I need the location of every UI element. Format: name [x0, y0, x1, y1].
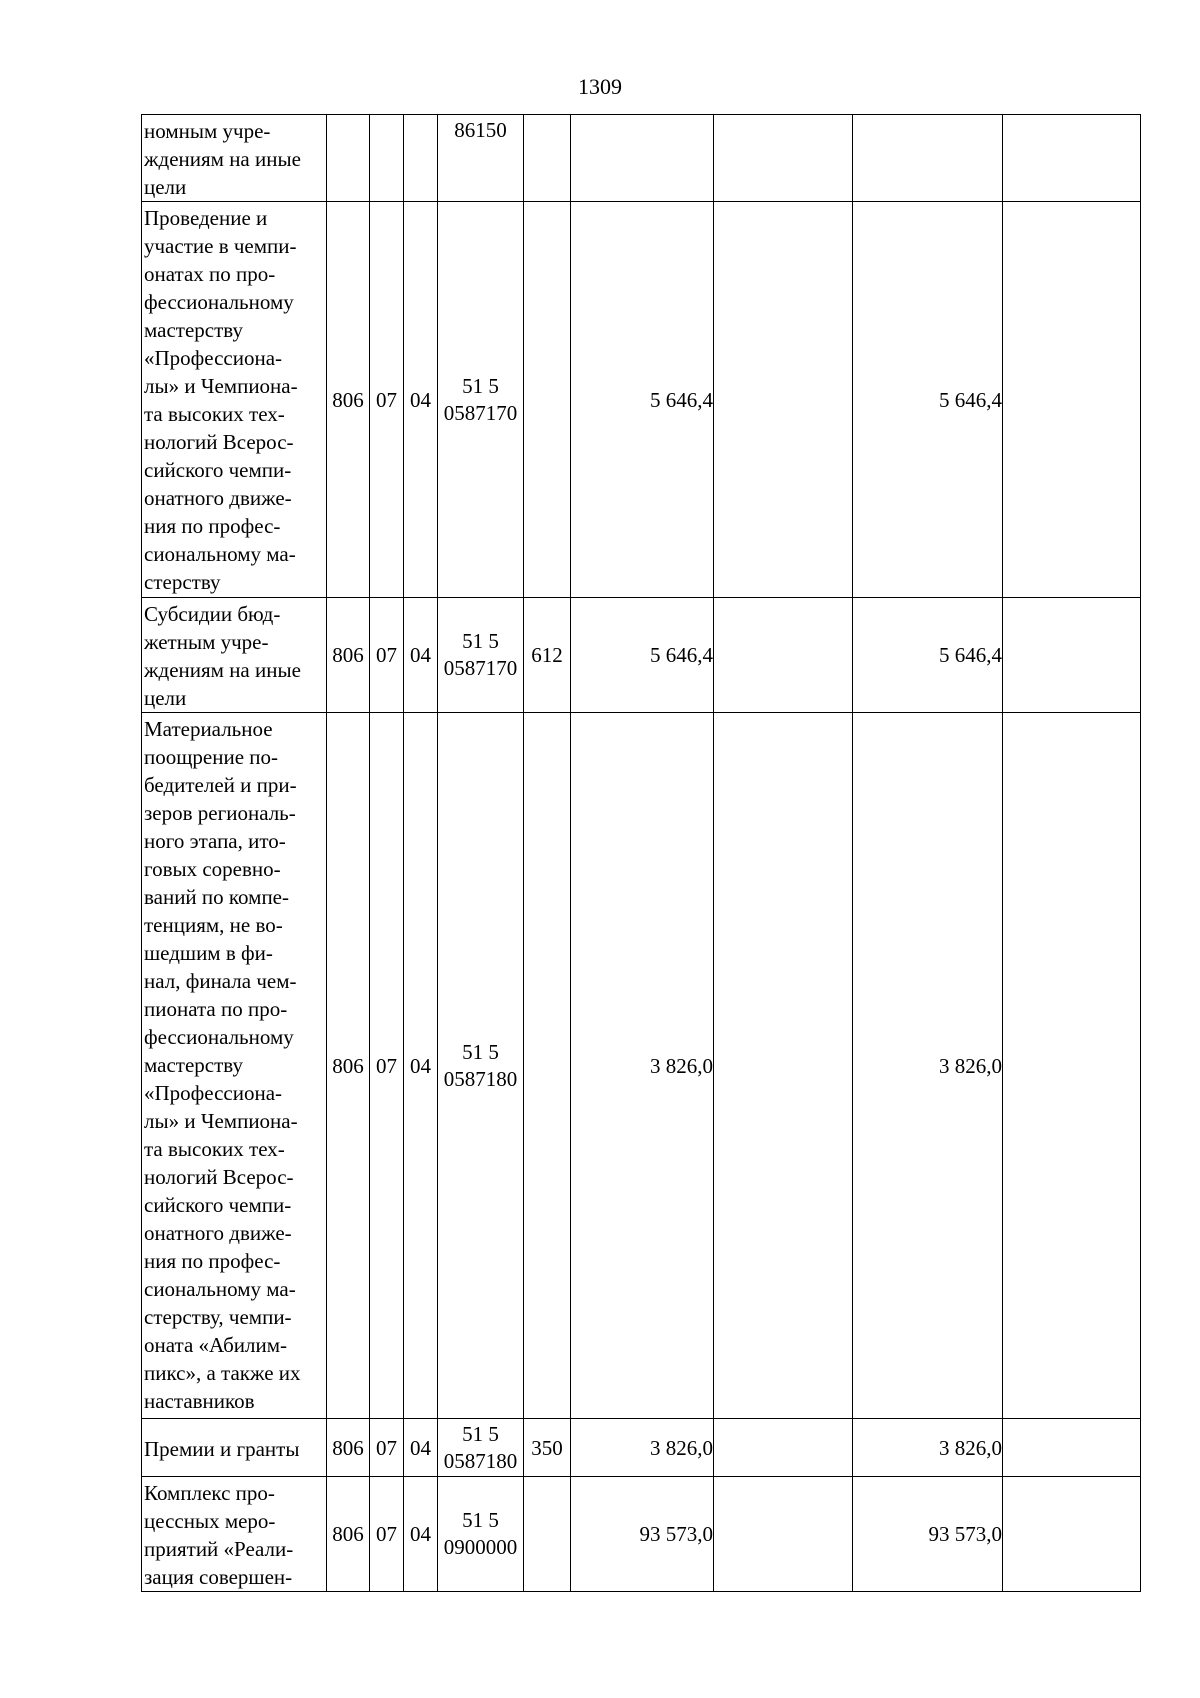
table-row [142, 1477, 1141, 1592]
vr-cell [524, 115, 571, 202]
cell-line: пионата по про- [144, 997, 288, 1021]
sum-cell-1: 5 646,4 [571, 202, 714, 598]
cell-line: тенциям, не во- [144, 913, 283, 937]
sum-cell-1 [571, 115, 714, 202]
cell-line: «Профессиона- [144, 346, 283, 370]
ved-cell: 806 [327, 202, 370, 598]
table-row [142, 202, 1141, 598]
cell-line: онатах по про- [144, 262, 276, 286]
cell-line: сиональному ма- [144, 542, 296, 566]
pr-cell: 04 [404, 1477, 438, 1592]
cell-line: оната «Абилим- [144, 1333, 288, 1357]
cell-line: сийского чемпи- [144, 458, 292, 482]
cell-line: зеров региональ- [144, 801, 296, 825]
sum-cell-2 [714, 713, 853, 1419]
cell-line: Премии и гранты [144, 1436, 300, 1461]
cell-line: приятий «Реали- [144, 1537, 294, 1561]
sum-cell-4 [1003, 598, 1141, 713]
sum-cell-2 [714, 202, 853, 598]
rz-cell: 07 [370, 1477, 404, 1592]
cell-line: цели [144, 686, 187, 710]
sum-cell-4 [1003, 713, 1141, 1419]
rz-cell: 07 [370, 713, 404, 1419]
cell-line: Проведение и [144, 206, 268, 230]
cell-line: 51 5 05 [443, 629, 499, 680]
sum-cell-3: 5 646,4 [853, 202, 1003, 598]
pr-cell: 04 [404, 202, 438, 598]
page-number: 1309 [578, 74, 622, 99]
cs-cell [438, 598, 524, 713]
cs-cell [438, 1419, 524, 1477]
pr-cell [404, 115, 438, 202]
cell-line: фессиональному [144, 1025, 294, 1049]
cs-cell [438, 1477, 524, 1592]
sum-cell-2 [714, 598, 853, 713]
cell-line: лы» и Чемпиона- [144, 1109, 298, 1133]
pr-cell: 04 [404, 1419, 438, 1477]
cell-line: участие в чемпи- [144, 234, 297, 258]
sum-cell-1: 3 826,0 [571, 1419, 714, 1477]
cell-line: ного этапа, ито- [144, 829, 286, 853]
table-row [142, 1419, 1141, 1477]
cell-line: Комплекс про- [144, 1481, 275, 1505]
sum-cell-4 [1003, 1477, 1141, 1592]
cell-line: ваний по компе- [144, 885, 289, 909]
sum-cell-3 [853, 115, 1003, 202]
vr-cell: 350 [524, 1419, 571, 1477]
cell-line: онатного движе- [144, 486, 292, 510]
sum-cell-3: 5 646,4 [853, 598, 1003, 713]
sum-cell-1: 5 646,4 [571, 598, 714, 713]
cell-line: стерству, чемпи- [144, 1305, 292, 1329]
cell-line: говых соревно- [144, 857, 281, 881]
cs-cell [438, 115, 524, 202]
ved-cell: 806 [327, 598, 370, 713]
cell-line: ждениям на иные [144, 147, 301, 171]
rz-cell: 07 [370, 1419, 404, 1477]
ved-cell [327, 115, 370, 202]
cell-line: Субсидии бюд- [144, 602, 281, 626]
sum-cell-3: 3 826,0 [853, 713, 1003, 1419]
cell-line: пикс», а также их [144, 1361, 301, 1385]
cell-line: ния по профес- [144, 514, 281, 538]
cell-line: зация совершен- [144, 1565, 293, 1589]
cell-line: сийского чемпи- [144, 1193, 292, 1217]
pr-cell: 04 [404, 713, 438, 1419]
sum-cell-4 [1003, 115, 1141, 202]
cell-line: онатного движе- [144, 1221, 292, 1245]
rz-cell: 07 [370, 202, 404, 598]
cell-line: 51 5 05 [443, 1039, 499, 1091]
cell-line: нал, финала чем- [144, 969, 297, 993]
ved-cell: 806 [327, 1419, 370, 1477]
cell-line: 87170 [464, 656, 518, 680]
row-name [142, 598, 327, 713]
table-row [142, 115, 1141, 202]
cell-line: мастерству [144, 1053, 243, 1077]
cell-line: бедителей и при- [144, 773, 297, 797]
cell-line: та высоких тех- [144, 1137, 285, 1161]
cell-line: поощрение по- [144, 745, 279, 769]
sum-cell-4 [1003, 1419, 1141, 1477]
ved-cell: 806 [327, 1477, 370, 1592]
cell-line: «Профессиона- [144, 1081, 283, 1105]
cell-line: 87170 [464, 400, 518, 425]
cell-line: Материальное [144, 717, 273, 741]
cell-line: 51 5 09 [443, 1508, 499, 1559]
cell-line: цели [144, 175, 187, 199]
sum-cell-1: 3 826,0 [571, 713, 714, 1419]
rz-cell: 07 [370, 598, 404, 713]
cell-line: 87180 [464, 1448, 518, 1473]
cell-line: 87180 [464, 1066, 518, 1091]
cell-line: 51 5 05 [443, 1421, 499, 1473]
cell-line: стерству [144, 570, 221, 594]
budget-table [141, 114, 1141, 1592]
cell-line: нологий Всерос- [144, 430, 294, 454]
table-row [142, 713, 1141, 1419]
cs-cell [438, 713, 524, 1419]
cell-line: ждениям на иные [144, 658, 301, 682]
cs-cell [438, 202, 524, 598]
cell-line: 86150 [454, 118, 507, 142]
cell-line: номным учре- [144, 119, 271, 143]
rz-cell [370, 115, 404, 202]
row-name [142, 115, 327, 202]
cell-line: цессных меро- [144, 1509, 276, 1533]
ved-cell: 806 [327, 713, 370, 1419]
sum-cell-2 [714, 115, 853, 202]
row-name [142, 713, 327, 1419]
cell-line: та высоких тех- [144, 402, 285, 426]
cell-line: наставников [144, 1389, 255, 1413]
sum-cell-2 [714, 1419, 853, 1477]
pr-cell: 04 [404, 598, 438, 713]
sum-cell-3: 3 826,0 [853, 1419, 1003, 1477]
vr-cell [524, 1477, 571, 1592]
vr-cell: 612 [524, 598, 571, 713]
cell-line: нологий Всерос- [144, 1165, 294, 1189]
table-row [142, 598, 1141, 713]
cell-line: лы» и Чемпиона- [144, 374, 298, 398]
cell-line: фессиональному [144, 290, 294, 314]
cell-line: мастерству [144, 318, 243, 342]
cell-line: 00000 [464, 1535, 518, 1559]
sum-cell-2 [714, 1477, 853, 1592]
sum-cell-3: 93 573,0 [853, 1477, 1003, 1592]
cell-line: 51 5 05 [443, 373, 499, 425]
vr-cell [524, 713, 571, 1419]
cell-line: ния по профес- [144, 1249, 281, 1273]
row-name [142, 1477, 327, 1592]
cell-line: сиональному ма- [144, 1277, 296, 1301]
sum-cell-4 [1003, 202, 1141, 598]
sum-cell-1: 93 573,0 [571, 1477, 714, 1592]
row-name [142, 1419, 327, 1477]
vr-cell [524, 202, 571, 598]
cell-line: жетным учре- [144, 630, 269, 654]
row-name [142, 202, 327, 598]
cell-line: шедшим в фи- [144, 941, 273, 965]
